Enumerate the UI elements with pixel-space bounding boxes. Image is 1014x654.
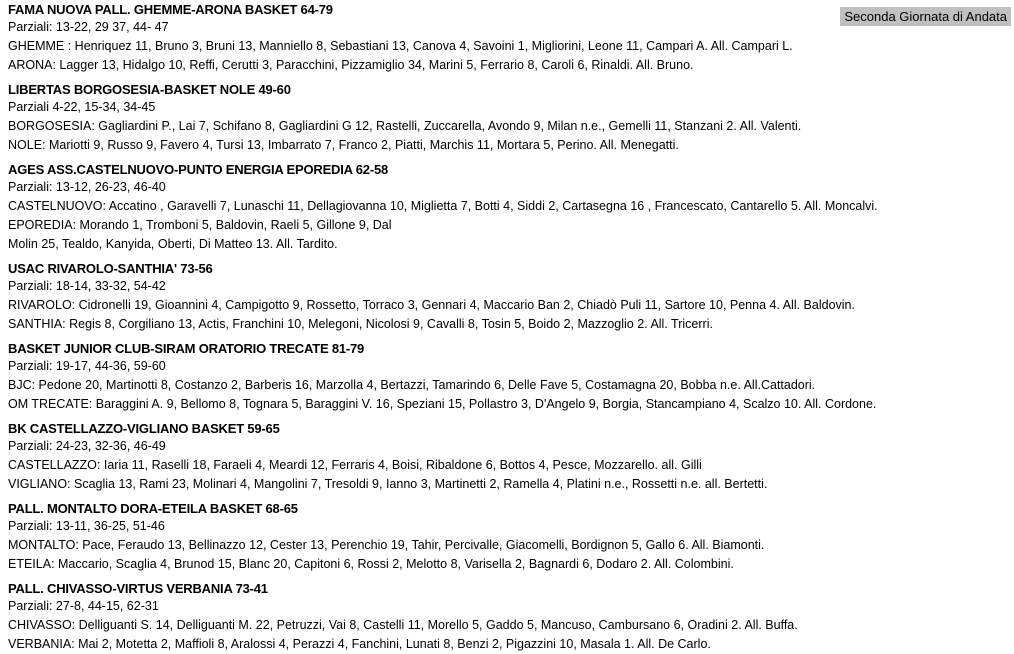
- team-roster-line: VIGLIANO: Scaglia 13, Rami 23, Molinari 4, Mangolini 7, Tresoldi 9, Ianno 3, Martinetti 2, Ramella 4, Platini n.e., Rossetti n.e. all. Bertetti.: [8, 477, 768, 491]
- game-result: [8, 82, 1014, 155]
- team-roster-line: VERBANIA: Mai 2, Motetta 2, Maffioli 8, Aralossi 4, Perazzi 4, Fanchini, Lunati 8, Benzi 2, Pigazzini 10, Masala 1. All. De Carlo.: [8, 637, 711, 651]
- team-roster-line: BJC: Pedone 20, Martinotti 8, Costanzo 2, Barberis 16, Marzolla 4, Bertazzi, Tamarindo 6, Delle Fave 5, Costamagna 20, Bobba n.e. All.Cattadori.: [8, 378, 816, 392]
- team-roster-line: BORGOSESIA: Gagliardini P., Lai 7, Schifano 8, Gagliardini G 12, Rastelli, Zuccarella, Avondo 9, Milan n.e., Gemelli 11, Stanzani 2. All. Valenti.: [8, 119, 802, 133]
- team-roster-line: OM TRECATE: Baraggini A. 9, Bellomo 8, Tognara 5, Baraggini V. 16, Speziani 15, Pollastro 3, D'Angelo 9, Borgia, Stancampiano 4, Scalzo 10. All. Cordone.: [8, 397, 877, 411]
- game-title: AGES ASS.CASTELNUOVO-PUNTO ENERGIA EPOREDIA 62-58: [8, 162, 389, 177]
- game-result: [8, 421, 1014, 494]
- team-roster-line: SANTHIA: Regis 8, Corgiliano 13, Actis, Franchini 10, Melegoni, Nicolosi 9, Cavalli 8, Tosin 5, Boido 2, Mazzoglio 2. All. Tricerri.: [8, 317, 713, 331]
- game-result: [8, 501, 1014, 574]
- game-result: [8, 261, 1014, 334]
- game-title: FAMA NUOVA PALL. GHEMME-ARONA BASKET 64-79: [8, 2, 333, 17]
- team-roster-line: CASTELNUOVO: Accatino , Garavelli 7, Lunaschi 11, Dellagiovanna 10, Miglietta 7, Botti 4, Siddi 2, Cartasegna 16 , Francescato, Cantarello 5. All. Moncalvi.: [8, 199, 878, 213]
- partial-scores: Parziali 4-22, 15-34, 34-45: [8, 100, 156, 114]
- game-title: PALL. MONTALTO DORA-ETEILA BASKET 68-65: [8, 501, 298, 516]
- partial-scores: Parziali: 13-12, 26-23, 46-40: [8, 180, 166, 194]
- round-label: Seconda Giornata di Andata: [840, 7, 1011, 26]
- team-roster-line: Molin 25, Tealdo, Kanyida, Oberti, Di Matteo 13. All. Tardito.: [8, 237, 338, 251]
- partial-scores: Parziali: 24-23, 32-36, 46-49: [8, 439, 166, 453]
- team-roster-line: ETEILA: Maccario, Scaglia 4, Brunod 15, Blanc 20, Capitoni 6, Rossi 2, Melotto 8, Varisella 2, Bagnardi 6, Dodaro 2. All. Colombini.: [8, 557, 734, 571]
- team-roster-line: CASTELLAZZO: Iaria 11, Raselli 18, Faraeli 4, Meardi 12, Ferraris 4, Boisi, Ribaldone 6, Bottos 4, Pesce, Mozzarello. all. Gilli: [8, 458, 702, 472]
- partial-scores: Parziali: 19-17, 44-36, 59-60: [8, 359, 166, 373]
- partial-scores: Parziali: 13-22, 29 37, 44- 47: [8, 20, 169, 34]
- partial-scores: Parziali: 18-14, 33-32, 54-42: [8, 279, 166, 293]
- game-result: [8, 162, 1014, 254]
- game-title: USAC RIVAROLO-SANTHIA' 73-56: [8, 261, 213, 276]
- game-title: BK CASTELLAZZO-VIGLIANO BASKET 59-65: [8, 421, 280, 436]
- team-roster-line: GHEMME : Henriquez 11, Bruno 3, Bruni 13, Manniello 8, Sebastiani 13, Canova 4, Savoini 1, Migliorini, Leone 11, Campari A. All. Campari L.: [8, 39, 793, 53]
- game-result: [8, 341, 1014, 414]
- team-roster-line: RIVAROLO: Cidronelli 19, Gioannini 4, Campigotto 9, Rossetto, Torraco 3, Gennari 4, Maccario Ban 2, Chiadò Puli 11, Sartore 10, Penna 4. All. Baldovin.: [8, 298, 855, 312]
- partial-scores: Parziali: 27-8, 44-15, 62-31: [8, 599, 159, 613]
- game-title: PALL. CHIVASSO-VIRTUS VERBANIA 73-41: [8, 581, 268, 596]
- team-roster-line: ARONA: Lagger 13, Hidalgo 10, Reffi, Cerutti 3, Paracchini, Pizzamiglio 34, Marini 5, Ferrario 8, Caroli 6, Rinaldi. All. Bruno.: [8, 58, 694, 72]
- team-roster-line: CHIVASSO: Delliguanti S. 14, Delliguanti M. 22, Petruzzi, Vai 8, Castelli 11, Morello 5, Gaddo 5, Mancuso, Cambursano 6, Oradini 2. All. Buffa.: [8, 618, 798, 632]
- game-result: [8, 581, 1014, 654]
- partial-scores: Parziali: 13-11, 36-25, 51-46: [8, 519, 165, 533]
- team-roster-line: EPOREDIA: Morando 1, Tromboni 5, Baldovin, Raeli 5, Gillone 9, Dal: [8, 218, 392, 232]
- team-roster-line: NOLE: Mariotti 9, Russo 9, Favero 4, Tursi 13, Imbarrato 7, Franco 2, Piatti, Marchis 11, Mortara 5, Perino. All. Menegatti.: [8, 138, 679, 152]
- game-title: LIBERTAS BORGOSESIA-BASKET NOLE 49-60: [8, 82, 291, 97]
- team-roster-line: MONTALTO: Pace, Feraudo 13, Bellinazzo 12, Cester 13, Perenchio 19, Tahir, Percivalle, Giacomelli, Bordignon 5, Gallo 6. All. Biamonti.: [8, 538, 765, 552]
- game-title: BASKET JUNIOR CLUB-SIRAM ORATORIO TRECATE 81-79: [8, 341, 365, 356]
